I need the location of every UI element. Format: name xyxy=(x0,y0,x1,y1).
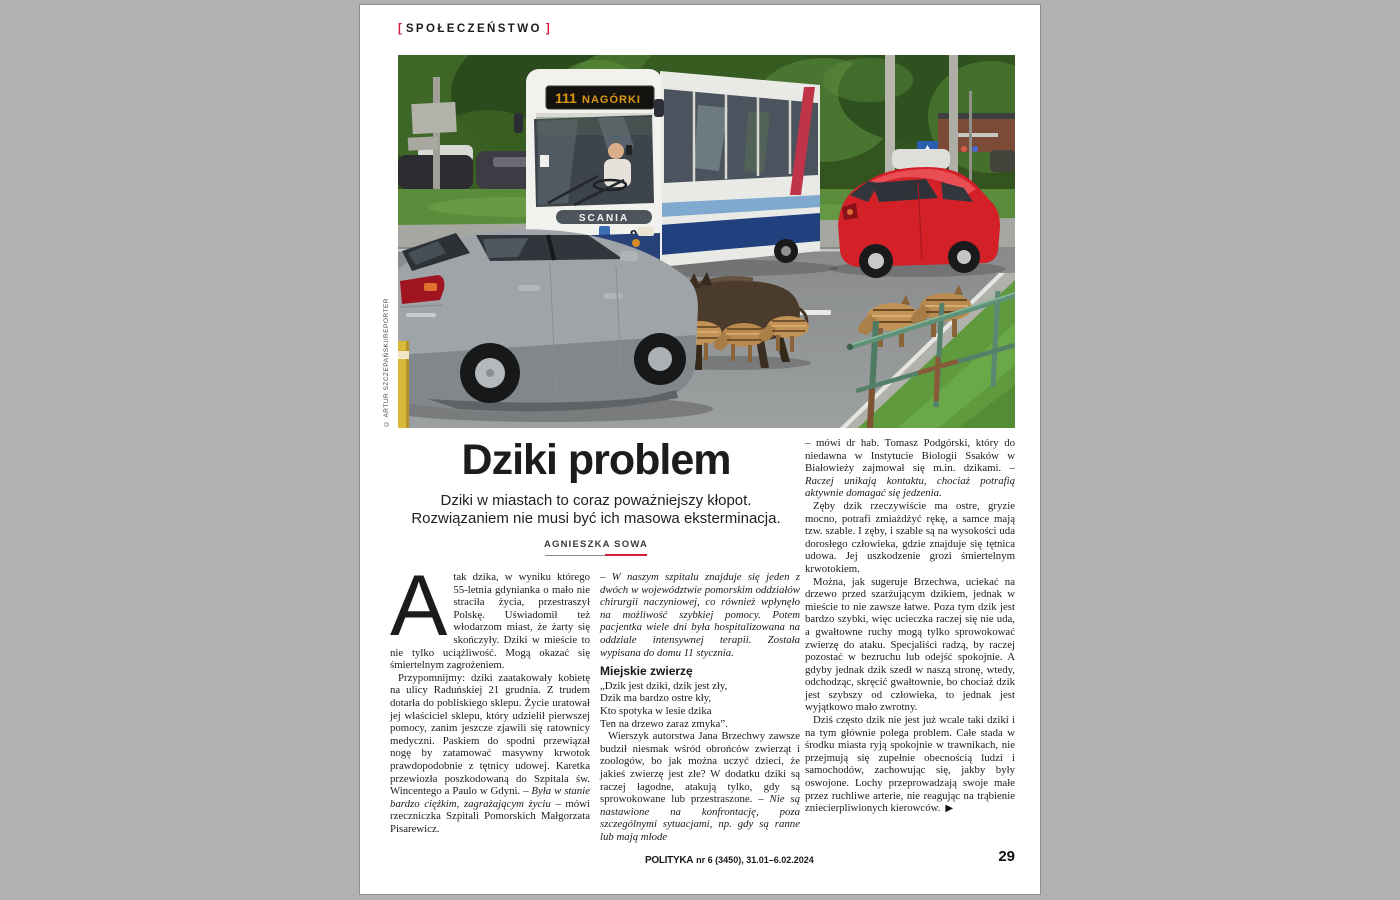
subtitle xyxy=(390,492,802,528)
bus-mirror-icon xyxy=(514,113,523,133)
paragraph: Atak dzika, w wyniku którego 55-letnia gdynianka o mało nie straciła życia, przestraszył Polskę. Uświadomił też włodarzom miast, że żarty się skończyły. Dziki w mieście to nie tylko uciążliwość. Mogą okazać się śmiertelnym zagrożeniem. xyxy=(390,558,590,672)
article-photo xyxy=(398,55,1015,428)
drop-cap: A xyxy=(390,558,448,654)
poem-line: Dzik ma bardzo ostre kły, xyxy=(600,692,712,705)
headline-block xyxy=(390,429,802,556)
paragraph: Zęby dzik rzeczywiście ma ostre, gryzie mocno, potrafi zmiażdżyć rękę, a samce mają tzw. szable. I zęby, i szable są na wysokości uda dorosłego człowieka, gdzie znajduje się tętnica udowa. Jej uszkodzenie grozi śmiertelnym krwotokiem. xyxy=(805,499,1015,575)
headline: Dziki problem xyxy=(461,436,731,484)
poem-line: Ten na drzewo zaraz zmyka”. xyxy=(600,717,728,730)
magazine-page xyxy=(360,5,1040,894)
section-tag xyxy=(394,23,554,35)
body-column-2 xyxy=(600,571,800,853)
body-column-3 xyxy=(805,437,1015,853)
section-tag-label: SPOŁECZEŃSTWO xyxy=(405,23,542,35)
photo-credit: © ARTUR SZCZEPAŃSKI/REPORTER xyxy=(383,298,390,427)
paragraph: – mówi dr hab. Tomasz Podgórski, który do niedawna w Instytucie Biologii Ssaków w Białowieży zajmował się m.in. dzikami. – Raczej unikają kontaktu, chociaż potrafią aktywnie domagać się jedzenia. xyxy=(805,437,1015,500)
subhead-miejskie-zwierze: Miejskie zwierzę xyxy=(600,664,693,679)
subtitle-line-1: Dziki w miastach to coraz poważniejszy kłopot. xyxy=(440,491,752,509)
paragraph: Dziś często dzik nie jest już wcale taki dziki i na tym głównie polega problem. Całe stada w środku miasta ryją spokojnie w trawnikach, nie przejmują się zupełnie obecnością ludzi i samochodów, zachowując się, jakby były oswojone. Lochy przeprowadzają swoje małe przez ruchliwe arterie, nie reagując na trąbienie zniecierpliwionych kierowców. ▶ xyxy=(805,714,1015,815)
tag-open-bracket-icon: [ xyxy=(398,23,402,35)
yellow-pole xyxy=(398,341,409,428)
subtitle-line-2: Rozwiązaniem nie musi być ich masowa eksterminacja. xyxy=(411,509,781,527)
paragraph: Przypomnijmy: dziki zaatakowały kobietę na ulicy Raduńskiej 21 grudnia. Z trudem dotarła do pobliskiego sklepu. Życie uratował jej właściciel sklepu, który udzielił pierwszej pomocy, zanim jeszcze zjawili się ratownicy medyczni. Paskiem do spodni przewiązał nogę by zatamować masywny krwotok prawdopodobnie z tętnicy udowej. Karetka przewiozła poszkodowaną do Szpitala św. Wincentego a Paulo w Gdyni. – Była w stanie bardzo ciężkim, zagrażającym życiu – mówi rzeczniczka Szpitali Pomorskich Małgorzata Pisarewicz. xyxy=(390,671,590,835)
white-car xyxy=(892,149,950,169)
bus-brand-logo: SCANIA xyxy=(578,213,630,224)
author-rule xyxy=(545,554,647,556)
tag-close-bracket-icon: ] xyxy=(545,23,550,35)
footer-issue-line xyxy=(645,855,814,866)
issue-info: nr 6 (3450), 31.01–6.02.2024 xyxy=(696,855,814,865)
poem-line: „Dzik jest dziki, dzik jest zły, xyxy=(600,679,728,692)
dark-car xyxy=(990,150,1015,172)
magazine-logo: POLITYKA xyxy=(645,855,694,866)
poem xyxy=(600,680,800,730)
body-column-1 xyxy=(390,558,590,853)
poem-line: Kto spotyka w lesie dzika xyxy=(600,704,712,717)
bus-route-display xyxy=(546,86,654,109)
paragraph: Wierszyk autorstwa Jana Brzechwy zawsze budził niesmak wśród obrońców zwierząt i zoologów, bo jak można uczyć dzieci, że jakieś zwierzę jest złe? W dodatku dziki są raczej łagodne, atakują tylko, gdy są sprowokowane lub przestraszone. – Nie są nastawione na konfrontację, poza szczególnymi sytuacjami, np. gdy są ranne lub mają młode xyxy=(600,730,801,843)
paragraph: Można, jak sugeruje Brzechwa, uciekać na drzewo przed szarżującym dzikiem, jednak w mieście to nie zawsze łatwe. Poza tym dzik jest bardzo szybki, więc ucieczka raczej się nie uda, a gwałtowne ruchy mogą tylko sprowokować zwierzę do ataku. Specjaliści radzą, by raczej pozostać w bezruchu lub odejść spokojnie. A gdyby jednak dzik szedł w naszą stronę, wtedy, odchodząc, skręcić gwałtownie, bo chociaż dzik jest szybszy od człowieka, to jednak jest wyjątkowo mało zwrotny. xyxy=(805,575,1015,714)
bus-route-name: NAGÓRKI xyxy=(582,94,641,106)
paragraph: – W naszym szpitalu znajduje się jeden z dwóch w województwie pomorskim oddziałów chirurgii naczyniowej, co również wpłynęło na możliwość szybkiej pomocy. Potem pacjentka wiele dni była hospitalizowana na oddziale intensywnej terapii. Została wypisana do domu 11 stycznia. xyxy=(600,571,800,659)
author-byline: AGNIESZKA SOWA xyxy=(543,538,649,550)
bus-route-number: 111 xyxy=(555,90,577,106)
continuation-arrow-icon: ▶ xyxy=(945,803,954,815)
page-number: 29 xyxy=(998,848,1015,865)
